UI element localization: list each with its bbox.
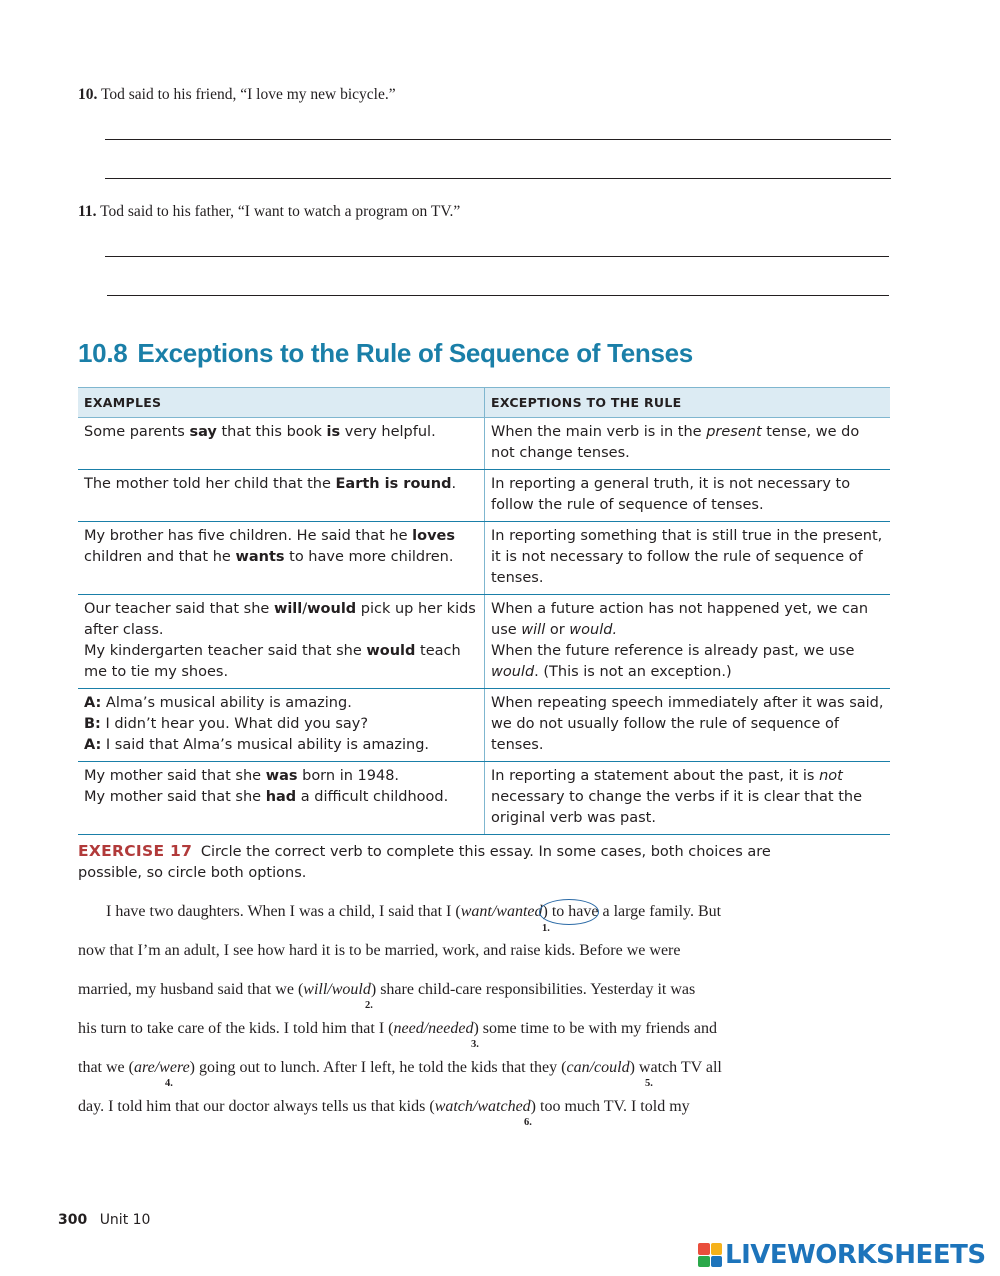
choice-5[interactable]: can/could <box>566 1059 630 1076</box>
section-heading <box>78 338 693 369</box>
section-title: Exceptions to the Rule of Sequence of Tenses <box>137 338 693 368</box>
example-cell: Some parents say that this book is very helpful. <box>78 418 485 470</box>
example-cell: A: Alma’s musical ability is amazing. B: I didn’t hear you. What did you say? A: I said that Alma’s musical ability is amazing. <box>78 689 485 762</box>
answer-circle <box>539 899 599 925</box>
question-10 <box>78 86 396 104</box>
question-11 <box>78 203 460 221</box>
liveworksheets-logo <box>698 1240 986 1270</box>
exception-cell: When repeating speech immediately after it was said, we do not usually follow the rule of sequence of tenses. <box>485 689 891 762</box>
logo-text: LIVEWORKSHEETS <box>725 1240 986 1270</box>
item-number: 4. <box>165 1078 173 1089</box>
table-header-row <box>78 388 890 418</box>
page-number: 300 <box>58 1212 88 1228</box>
item-number: 6. <box>524 1117 532 1128</box>
exception-cell: When a future action has not happened yet, we can use will or would. When the future reference is already past, we use would. (This is not an exception.) <box>485 595 891 689</box>
choice-3[interactable]: need/needed <box>393 1020 474 1037</box>
exception-cell: When the main verb is in the present tense, we do not change tenses. <box>485 418 891 470</box>
choice-1[interactable]: want/wanted <box>460 903 543 920</box>
exception-cell: In reporting a statement about the past, it is not necessary to change the verbs if it is clear that the original verb was past. <box>485 762 891 835</box>
question-number: 11. <box>78 203 97 220</box>
example-cell: My mother said that she was born in 1948. My mother said that she had a difficult childhood. <box>78 762 485 835</box>
exercise-header <box>78 841 818 884</box>
table-row <box>78 522 890 595</box>
answer-line[interactable] <box>105 139 891 140</box>
choice-2[interactable]: will/would <box>303 981 371 998</box>
essay-line: his turn to take care of the kids. I told him that I (need/needed) some time to be with my friends and <box>78 1020 717 1037</box>
answer-line[interactable] <box>105 256 889 257</box>
question-number: 10. <box>78 86 98 103</box>
table-row <box>78 689 890 762</box>
exercise-instructions: Circle the correct verb to complete this essay. In some cases, both choices are possible, so circle both options. <box>78 844 771 881</box>
rules-table <box>78 387 890 835</box>
exception-cell: In reporting something that is still true in the present, it is not necessary to follow the rule of sequence of tenses. <box>485 522 891 595</box>
table-row <box>78 595 890 689</box>
item-number: 5. <box>645 1078 653 1089</box>
essay-line: day. I told him that our doctor always tells us that kids (watch/watched) too much TV. I told my <box>78 1098 690 1115</box>
essay-line: married, my husband said that we (will/would) share child-care responsibilities. Yesterday it was <box>78 981 696 998</box>
column-header-exceptions: EXCEPTIONS TO THE RULE <box>485 388 891 418</box>
exercise-label: EXERCISE 17 <box>78 842 193 860</box>
question-text: Tod said to his friend, “I love my new bicycle.” <box>100 86 396 103</box>
choice-6[interactable]: watch/watched <box>434 1098 531 1115</box>
answer-line[interactable] <box>107 295 889 296</box>
item-number: 3. <box>471 1039 479 1050</box>
answer-line[interactable] <box>105 178 891 179</box>
example-cell: Our teacher said that she will/would pick up her kids after class. My kindergarten teacher said that she would teach me to tie my shoes. <box>78 595 485 689</box>
question-text: Tod said to his father, “I want to watch a program on TV.” <box>100 203 461 220</box>
page-footer <box>58 1212 150 1228</box>
table-row <box>78 470 890 522</box>
exception-cell: In reporting a general truth, it is not necessary to follow the rule of sequence of tenses. <box>485 470 891 522</box>
table-row <box>78 762 890 835</box>
column-header-examples: EXAMPLES <box>78 388 485 418</box>
item-number: 1. <box>542 923 550 934</box>
logo-mark-icon <box>698 1243 722 1267</box>
example-cell: The mother told her child that the Earth is round. <box>78 470 485 522</box>
item-number: 2. <box>365 1000 373 1011</box>
choice-4[interactable]: are/were <box>133 1059 190 1076</box>
example-cell: My brother has five children. He said that he loves children and that he wants to have more children. <box>78 522 485 595</box>
essay-line: now that I’m an adult, I see how hard it is to be married, work, and raise kids. Before we were <box>78 942 681 959</box>
section-number: 10.8 <box>78 338 128 368</box>
essay-line: I have two daughters. When I was a child, I said that I (want/wanted) to have a large family. But <box>106 903 722 920</box>
essay-line: that we (are/were) going out to lunch. After I left, he told the kids that they (can/could) watch TV all <box>78 1059 722 1076</box>
unit-label: Unit 10 <box>99 1212 151 1228</box>
table-row <box>78 418 890 470</box>
